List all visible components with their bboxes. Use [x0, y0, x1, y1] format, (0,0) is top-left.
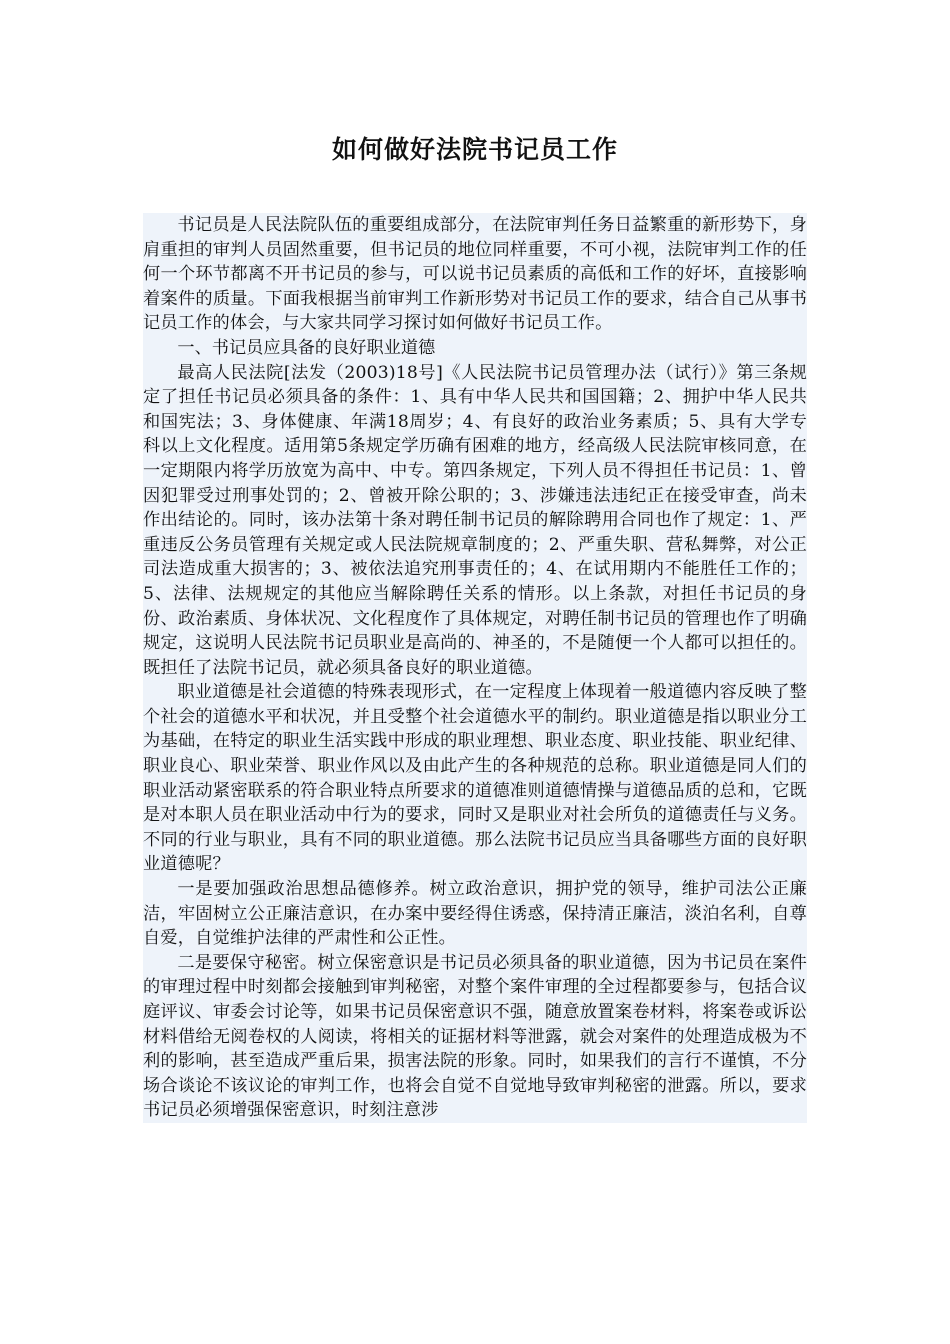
document-body	[143, 213, 807, 1123]
paragraph-point-two: 二是要保守秘密。树立保密意识是书记员必须具备的职业道德，因为书记员在案件的审理过程中时刻都会接触到审判秘密，对整个案件审理的全过程都要参与，包括合议庭评议、审委会讨论等，如果书记员保密意识不强，随意放置案卷材料，将案卷或诉讼材料借给无阅卷权的人阅读，将相关的证据材料等泄露，就会对案件的处理造成极为不利的影响，甚至造成严重后果，损害法院的形象。同时，如果我们的言行不谨慎，不分场合谈论不该议论的审判工作，也将会自觉不自觉地导致审判秘密的泄露。所以，要求书记员必须增强保密意识，时刻注意涉	[143, 952, 807, 1121]
paragraph-intro: 书记员是人民法院队伍的重要组成部分，在法院审判任务日益繁重的新形势下，身肩重担的审判人员固然重要，但书记员的地位同样重要，不可小视，法院审判工作的任何一个环节都离不开书记员的参与，可以说书记员素质的高低和工作的好坏，直接影响着案件的质量。下面我根据当前审判工作新形势对书记员工作的要求，结合自己从事书记员工作的体会，与大家共同学习探讨如何做好书记员工作。	[143, 215, 807, 334]
paragraph-ethics-definition: 职业道德是社会道德的特殊表现形式，在一定程度上体现着一般道德内容反映了整个社会的道德水平和状况，并且受整个社会道德水平的制约。职业道德是指以职业分工为基础，在特定的职业生活实践中形成的职业理想、职业态度、职业技能、职业纪律、职业良心、职业荣誉、职业作风以及由此产生的各种规范的总称。职业道德是同人们的职业活动紧密联系的符合职业特点所要求的道德准则道德情操与道德品质的总和，它既是对本职人员在职业活动中行为的要求，同时又是职业对社会所负的道德责任与义务。不同的行业与职业，具有不同的职业道德。那么法院书记员应当具备哪些方面的良好职业道德呢？	[143, 682, 807, 875]
paragraph-point-one: 一是要加强政治思想品德修养。树立政治意识，拥护党的领导，维护司法公正廉洁，牢固树立公正廉洁意识，在办案中要经得住诱惑，保持清正廉洁，淡泊名利，自尊自爱，自觉维护法律的严肃性和公正性。	[143, 879, 807, 949]
section-heading-1: 一、书记员应具备的良好职业道德	[177, 337, 436, 358]
page-title: 如何做好法院书记员工作	[331, 135, 618, 164]
paragraph-requirements: 最高人民法院[法发（2003)18号]《人民法院书记员管理办法（试行）》第三条规定了担任书记员必须具备的条件：1、具有中华人民共和国国籍；2、拥护中华人民共和国宪法；3、身体健康、年满18周岁；4、有良好的政治业务素质；5、具有大学专科以上文化程度。适用第5条规定学历确有困难的地方，经高级人民法院审核同意，在一定期限内将学历放宽为高中、中专。第四条规定，下列人员不得担任书记员：1、曾因犯罪受过刑事处罚的；2、曾被开除公职的；3、涉嫌违法违纪正在接受审查，尚未作出结论的。同时，该办法第十条对聘任制书记员的解除聘用合同也作了规定：1、严重违反公务员管理有关规定或人民法院规章制度的；2、严重失职、营私舞弊，对公正司法造成重大损害的；3、被依法追究刑事责任的；4、在试用期内不能胜任工作的；5、法律、法规规定的其他应当解除聘任关系的情形。以上条款，对担任书记员的身份、政治素质、身体状况、文化程度作了具体规定，对聘任制书记员的管理也作了明确规定，这说明人民法院书记员职业是高尚的、神圣的，不是随便一个人都可以担任的。既担任了法院书记员，就必须具备良好的职业道德。	[143, 362, 807, 678]
